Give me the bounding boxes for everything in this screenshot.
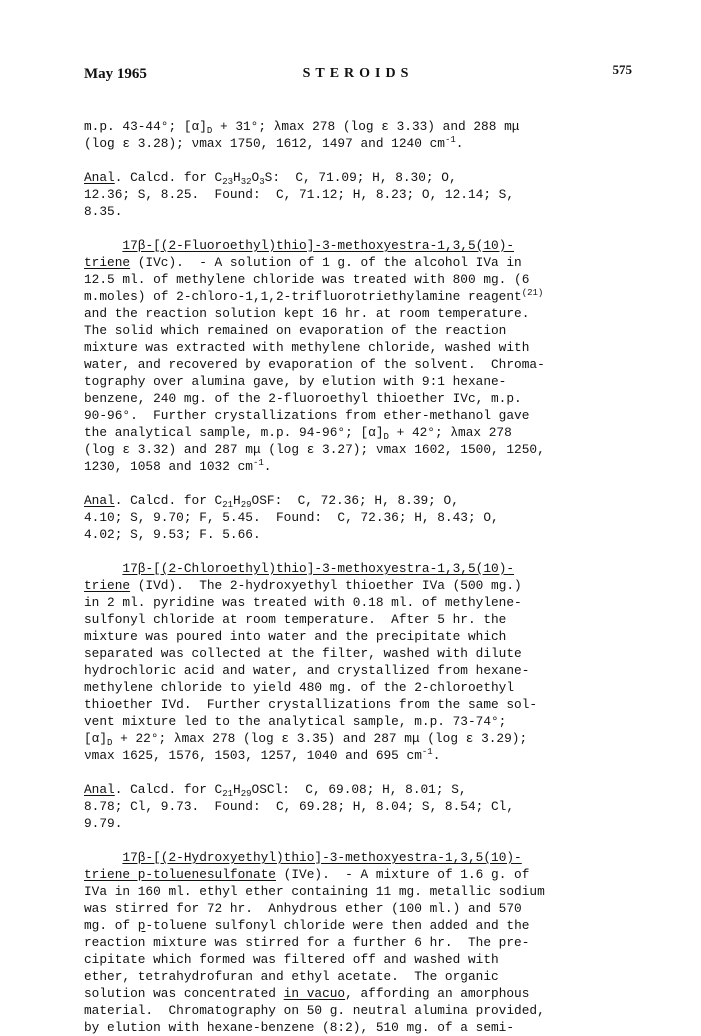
text-run: cipitate which formed was filtered off and washed with [84, 952, 499, 967]
text-run: triene [84, 255, 131, 270]
text-line [84, 203, 632, 220]
superscript: -1 [421, 747, 433, 757]
text-line [84, 679, 632, 696]
text-run: material. Chromatography on 50 g. neutral alumina provided, [84, 1003, 545, 1018]
text-run: hydrochloric acid and water, and crystallized from hexane- [84, 663, 530, 678]
text-run: . Calcd. for C [114, 782, 223, 797]
text-run: 90-96°. Further crystallizations from ether-methanol gave [84, 408, 530, 423]
text-line [84, 356, 632, 373]
text-run: ether, tetrahydrofuran and ethyl acetate. The organic [84, 969, 499, 984]
text-line [84, 1002, 632, 1019]
text-line [84, 883, 632, 900]
text-run: OSF: C, 72.36; H, 8.39; O, [251, 493, 459, 508]
text-line [84, 424, 632, 441]
text-run: . Calcd. for C [114, 493, 223, 508]
subscript: 29 [240, 789, 252, 799]
text-run: (log ε 3.32) and 287 mμ (log ε 3.27); νmax 1602, 1500, 1250, [84, 442, 545, 457]
text-run: solution was concentrated [84, 986, 284, 1001]
text-run: νmax 1625, 1576, 1503, 1257, 1040 and 695 cm [84, 748, 422, 763]
text-run [84, 561, 122, 576]
text-run: . [432, 748, 441, 763]
paragraph [84, 781, 632, 832]
text-run: and the reaction solution kept 16 hr. at room temperature. [84, 306, 530, 321]
text-run: thioether IVd. Further crystallizations from the same sol- [84, 697, 538, 712]
text-line [84, 118, 632, 135]
text-line [84, 866, 632, 883]
text-run: IVa in 160 ml. ethyl ether containing 11 mg. metallic sodium [84, 884, 545, 899]
text-line [84, 798, 632, 815]
text-line [84, 322, 632, 339]
text-run: . Calcd. for C [114, 170, 223, 185]
text-run [84, 238, 122, 253]
text-run: 17β-[(2-Chloroethyl)thio]-3-methoxyestra-1,3,5(10)- [122, 561, 515, 576]
text-run: sulfonyl chloride at room temperature. After 5 hr. the [84, 612, 507, 627]
text-line [84, 339, 632, 356]
text-run: triene p-toluenesulfonate [84, 867, 276, 882]
page-header [84, 62, 632, 88]
text-run: -toluene sulfonyl chloride were then added and the [145, 918, 530, 933]
text-run: 4.10; S, 9.70; F, 5.45. Found: C, 72.36; H, 8.43; O, [84, 510, 499, 525]
paragraph [84, 492, 632, 543]
text-run: water, and recovered by evaporation of the solvent. Chroma- [84, 357, 545, 372]
text-line [84, 492, 632, 509]
subscript: 3 [259, 177, 265, 187]
text-run: by elution with hexane-benzene (8:2), 510 mg. of a semi- [84, 1020, 515, 1035]
text-line [84, 271, 632, 288]
text-line [84, 577, 632, 594]
text-run: 12.36; S, 8.25. Found: C, 71.12; H, 8.23; O, 12.14; S, [84, 187, 515, 202]
text-line [84, 645, 632, 662]
subscript: 21 [222, 500, 234, 510]
text-run: methylene chloride to yield 480 mg. of the 2-chloroethyl [84, 680, 515, 695]
text-line [84, 781, 632, 798]
text-run: 12.5 ml. of methylene chloride was treated with 800 mg. (6 [84, 272, 530, 287]
issue-date: May 1965 [84, 66, 147, 82]
text-run: tography over alumina gave, by elution with 9:1 hexane- [84, 374, 507, 389]
text-run: (IVc). - A solution of 1 g. of the alcohol IVa in [130, 255, 522, 270]
text-run: (IVd). The 2-hydroxyethyl thioether IVa (500 mg.) [130, 578, 522, 593]
superscript: (21) [521, 288, 544, 298]
text-line [84, 849, 632, 866]
text-line [84, 628, 632, 645]
text-line [84, 985, 632, 1002]
subscript: 23 [222, 177, 234, 187]
text-line [84, 373, 632, 390]
text-line [84, 713, 632, 730]
text-run: reaction mixture was stirred for a further 6 hr. The pre- [84, 935, 530, 950]
text-line [84, 747, 632, 764]
text-line [84, 594, 632, 611]
subscript: 29 [240, 500, 252, 510]
text-line [84, 560, 632, 577]
text-run: . [263, 459, 272, 474]
superscript: -1 [444, 135, 456, 145]
text-run: 9.79. [84, 816, 123, 831]
text-run: separated was collected at the filter, washed with dilute [84, 646, 522, 661]
paragraph [84, 118, 632, 152]
text-run: Anal [84, 782, 115, 797]
text-run: was stirred for 72 hr. Anhydrous ether (100 ml.) and 570 [84, 901, 522, 916]
text-run: in vacuo [283, 986, 346, 1001]
text-run: the analytical sample, m.p. 94-96°; [α] [84, 425, 384, 440]
text-run: The solid which remained on evaporation of the reaction [84, 323, 507, 338]
text-line [84, 968, 632, 985]
text-run: mixture was poured into water and the precipitate which [84, 629, 507, 644]
text-run: + 22°; λmax 278 (log ε 3.35) and 287 mμ (log ε 3.29); [112, 731, 528, 746]
text-line [84, 696, 632, 713]
text-line [84, 390, 632, 407]
text-run: 8.78; Cl, 9.73. Found: C, 69.28; H, 8.04; S, 8.54; Cl, [84, 799, 515, 814]
text-run: 17β-[(2-Fluoroethyl)thio]-3-methoxyestra-1,3,5(10)- [122, 238, 515, 253]
text-run: mixture was extracted with methylene chloride, washed with [84, 340, 530, 355]
text-run: p [137, 918, 146, 933]
text-run [84, 850, 122, 865]
text-run: benzene, 240 mg. of the 2-fluoroethyl thioether IVc, m.p. [84, 391, 522, 406]
paragraph [84, 560, 632, 764]
text-run: m.moles) of 2-chloro-1,1,2-trifluorotriethylamine reagent [84, 289, 522, 304]
text-line [84, 662, 632, 679]
subscript: D [107, 738, 113, 748]
paragraph [84, 169, 632, 220]
text-run: 1230, 1058 and 1032 cm [84, 459, 253, 474]
text-run: H [233, 170, 241, 185]
text-run: Anal [84, 170, 115, 185]
text-run: H [233, 782, 241, 797]
text-run: + 42°; λmax 278 [388, 425, 512, 440]
text-line [84, 441, 632, 458]
text-line [84, 730, 632, 747]
text-run: O [251, 170, 260, 185]
text-line [84, 611, 632, 628]
text-run: H [233, 493, 241, 508]
text-line [84, 237, 632, 254]
text-line [84, 509, 632, 526]
page-number: 575 [612, 62, 632, 77]
text-run: , affording an amorphous [345, 986, 530, 1001]
text-run: m.p. 43-44°; [α] [84, 119, 207, 134]
text-run: 17β-[(2-Hydroxyethyl)thio]-3-methoxyestra-1,3,5(10)- [122, 850, 522, 865]
text-line [84, 458, 632, 475]
text-run: 4.02; S, 9.53; F. 5.66. [84, 527, 261, 542]
text-run: mg. of [84, 918, 138, 933]
text-line [84, 900, 632, 917]
text-line [84, 917, 632, 934]
text-run: [α] [84, 731, 108, 746]
text-line [84, 815, 632, 832]
subscript: D [383, 432, 389, 442]
text-line [84, 186, 632, 203]
text-line [84, 951, 632, 968]
text-line [84, 254, 632, 271]
subscript: D [206, 126, 213, 136]
text-line [84, 169, 632, 186]
text-run: 8.35. [84, 204, 123, 219]
text-run: (log ε 3.28); νmax 1750, 1612, 1497 and 1240 cm [84, 136, 445, 151]
text-run: . [455, 136, 464, 151]
text-line [84, 135, 632, 152]
text-line [84, 1019, 632, 1036]
text-run: Anal [84, 493, 115, 508]
text-run: (IVe). - A mixture of 1.6 g. of [276, 867, 530, 882]
text-run: vent mixture led to the analytical sample, m.p. 73-74°; [84, 714, 507, 729]
text-run: in 2 ml. pyridine was treated with 0.18 ml. of methylene- [84, 595, 522, 610]
superscript: -1 [252, 458, 264, 468]
text-line [84, 526, 632, 543]
text-line [84, 934, 632, 951]
paragraph [84, 237, 632, 475]
journal-title: STEROIDS [302, 66, 414, 81]
text-run: + 31°; λmax 278 (log ε 3.33) and 288 mμ [212, 119, 520, 134]
article-body [84, 118, 632, 1036]
text-run: S: C, 71.09; H, 8.30; O, [264, 170, 457, 185]
subscript: 32 [240, 177, 252, 187]
text-line [84, 305, 632, 322]
text-line [84, 288, 632, 305]
text-run: OSCl: C, 69.08; H, 8.01; S, [251, 782, 467, 797]
text-line [84, 407, 632, 424]
text-run: triene [84, 578, 131, 593]
subscript: 21 [222, 789, 234, 799]
